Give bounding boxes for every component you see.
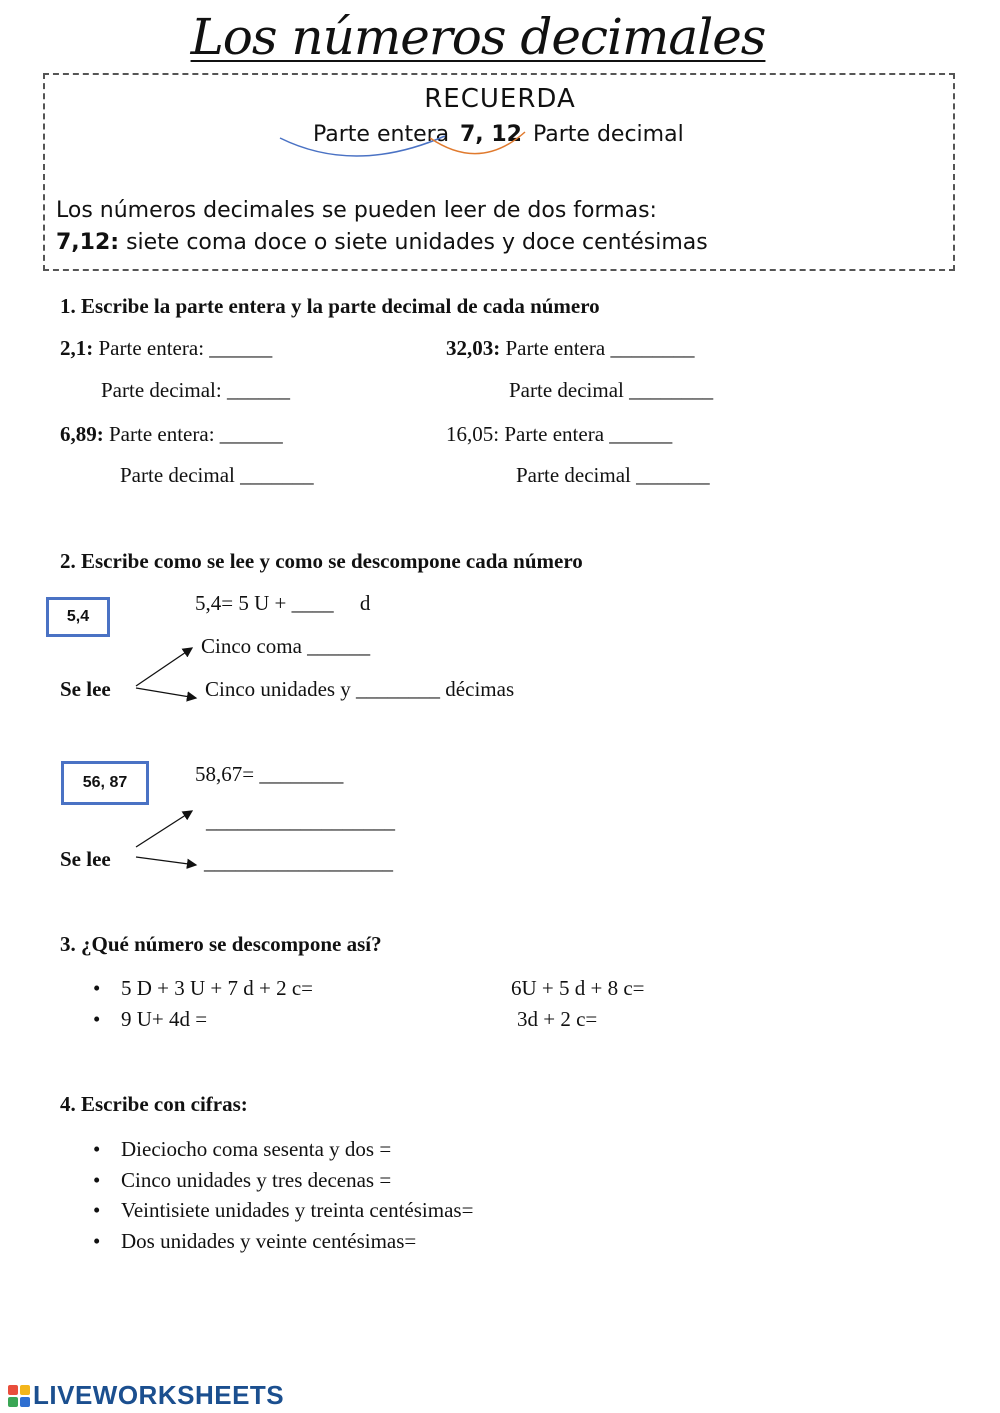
ex1-d-decimal[interactable]: Parte decimal _______ xyxy=(516,463,710,487)
ex1-c-number: 6,89: xyxy=(60,422,104,446)
liveworksheets-logo xyxy=(8,1380,284,1411)
arrow-down-1 xyxy=(136,688,196,698)
arrow-up-2 xyxy=(136,811,192,847)
ex1-b-number: 32,03: xyxy=(446,336,501,360)
ex4-item-2[interactable]: • Cinco unidades y tres decenas = xyxy=(121,1168,391,1193)
recuerda-line1: Los números decimales se pueden leer de dos formas: xyxy=(56,198,657,223)
ex3-heading: 3. ¿Qué número se descompone así? xyxy=(60,932,382,956)
number-box-1: 5,4 xyxy=(46,597,110,637)
arrow-down-2 xyxy=(136,857,196,865)
arrows-1 xyxy=(130,640,210,710)
arc-marks xyxy=(270,120,570,170)
recuerda-line2-number: 7,12: xyxy=(56,230,120,255)
ex2-eq1[interactable]: 5,4= 5 U + ____ d xyxy=(195,591,371,615)
arc-decimal xyxy=(430,132,525,154)
parte-decimal-label: Parte decimal xyxy=(533,122,684,147)
ex1-b-entera-text: Parte entera ________ xyxy=(500,336,695,360)
ex1-a-entera xyxy=(60,336,272,361)
parte-entera-label: Parte entera xyxy=(313,122,450,147)
ex1-b-entera xyxy=(446,336,694,361)
ex1-a-decimal[interactable]: Parte decimal: ______ xyxy=(101,378,290,402)
recuerda-heading: RECUERDA xyxy=(424,84,576,114)
ex4-item-3[interactable]: • Veintisiete unidades y treinta centésimas= xyxy=(121,1198,473,1223)
ex3-right-item-2[interactable]: 3d + 2 c= xyxy=(517,1007,598,1031)
ex1-heading: 1. Escribe la parte entera y la parte decimal de cada número xyxy=(60,294,600,318)
ex2-read2b[interactable]: __________________ xyxy=(204,850,393,874)
number-box-2: 56, 87 xyxy=(61,761,149,805)
ex3-left-item-2[interactable]: • 9 U+ 4d = xyxy=(121,1007,207,1032)
recuerda-line2-text: siete coma doce o siete unidades y doce centésimas xyxy=(119,230,708,255)
ex2-se-lee-2: Se lee xyxy=(60,847,111,871)
logo-grid-icon xyxy=(8,1385,30,1407)
arrows-2 xyxy=(130,805,210,875)
ex2-read2a[interactable]: __________________ xyxy=(206,809,395,833)
page-title: Los números decimales xyxy=(190,8,766,66)
ex3-right-item-1[interactable]: 6U + 5 d + 8 c= xyxy=(511,976,645,1000)
logo-text: LIVEWORKSHEETS xyxy=(33,1380,285,1410)
ex2-read1a[interactable]: Cinco coma ______ xyxy=(201,634,371,658)
ex3-left-item-1[interactable]: • 5 D + 3 U + 7 d + 2 c= xyxy=(121,976,313,1001)
ex1-a-number: 2,1: xyxy=(60,336,94,360)
ex1-d-entera[interactable]: 16,05: Parte entera ______ xyxy=(446,422,673,446)
arrow-up-1 xyxy=(136,648,192,686)
ex1-c-decimal[interactable]: Parte decimal _______ xyxy=(120,463,314,487)
arc-entera xyxy=(280,136,445,156)
ex2-read1b[interactable]: Cinco unidades y ________ décimas xyxy=(205,677,515,701)
ex2-se-lee-1: Se lee xyxy=(60,677,111,701)
ex1-c-entera-text: Parte entera: ______ xyxy=(103,422,283,446)
example-number: 7, 12 xyxy=(460,122,522,147)
ex4-item-1[interactable]: • Dieciocho coma sesenta y dos = xyxy=(121,1137,391,1162)
ex1-a-entera-text: Parte entera: ______ xyxy=(93,336,273,360)
ex1-b-decimal[interactable]: Parte decimal ________ xyxy=(509,378,714,402)
ex4-heading: 4. Escribe con cifras: xyxy=(60,1092,248,1116)
ex2-heading: 2. Escribe como se lee y como se descompone cada número xyxy=(60,549,583,573)
recuerda-line2 xyxy=(56,230,708,255)
ex4-item-4[interactable]: • Dos unidades y veinte centésimas= xyxy=(121,1229,416,1254)
ex1-c-entera xyxy=(60,422,283,447)
ex2-eq2[interactable]: 58,67= ________ xyxy=(195,762,344,786)
